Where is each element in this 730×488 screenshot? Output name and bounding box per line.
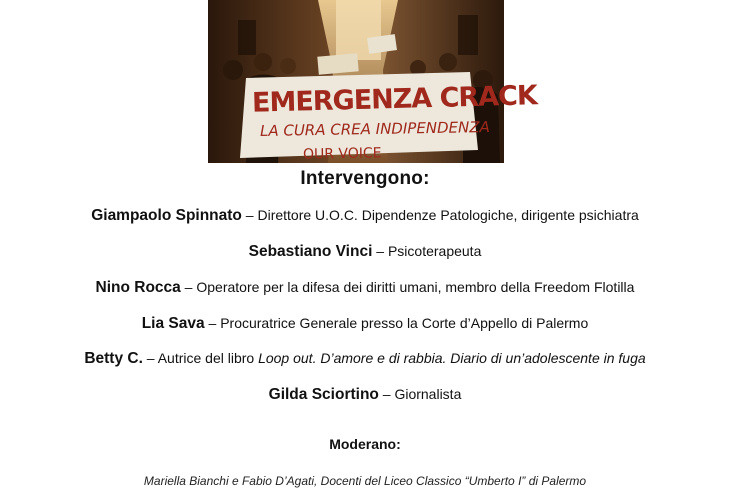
speaker-name: Lia Sava: [141, 315, 205, 332]
speaker-name: Nino Rocca: [95, 279, 181, 296]
speaker-name: Betty C.: [84, 350, 143, 367]
banner-line-1: EMERGENZA CRACK: [251, 80, 538, 119]
speaker-role: – Operatore per la difesa dei diritti umani, membro della Freedom Flotilla: [180, 279, 635, 295]
book-title: Loop out. D’amore e di rabbia. Diario di un’adolescente in fuga: [258, 350, 646, 366]
moderano-heading: Moderano:: [329, 436, 401, 452]
speaker-role: – Psicoterapeuta: [372, 243, 482, 259]
moderano-names: Mariella Bianchi e Fabio D’Agati, Docenti del Liceo Classico “Umberto I” di Palermo: [143, 474, 587, 488]
protest-photo: [208, 0, 538, 163]
speaker-name: Gilda Sciortino: [268, 386, 379, 403]
speaker-row: [0, 350, 730, 368]
speaker-row: [0, 315, 730, 333]
speaker-role-prefix: – Autrice del libro: [142, 350, 259, 366]
speaker-row: [0, 243, 730, 261]
speaker-name: Sebastiano Vinci: [248, 243, 373, 260]
intervengono-heading: Intervengono:: [300, 168, 430, 189]
speaker-name: Giampaolo Spinnato: [91, 207, 242, 224]
speaker-row: [0, 207, 730, 225]
speaker-role: – Direttore U.O.C. Dipendenze Patologiche, dirigente psichiatra: [241, 207, 639, 223]
speaker-role: – Procuratrice Generale presso la Corte d’Appello di Palermo: [204, 315, 589, 331]
speaker-role: – Giornalista: [378, 386, 462, 402]
banner-line-3: OUR VOICE: [302, 145, 382, 163]
speaker-role: [143, 350, 646, 366]
speaker-row: [0, 386, 730, 404]
speaker-row: [0, 279, 730, 297]
banner-line-2: LA CURA CREA INDIPENDENZA: [259, 117, 490, 141]
